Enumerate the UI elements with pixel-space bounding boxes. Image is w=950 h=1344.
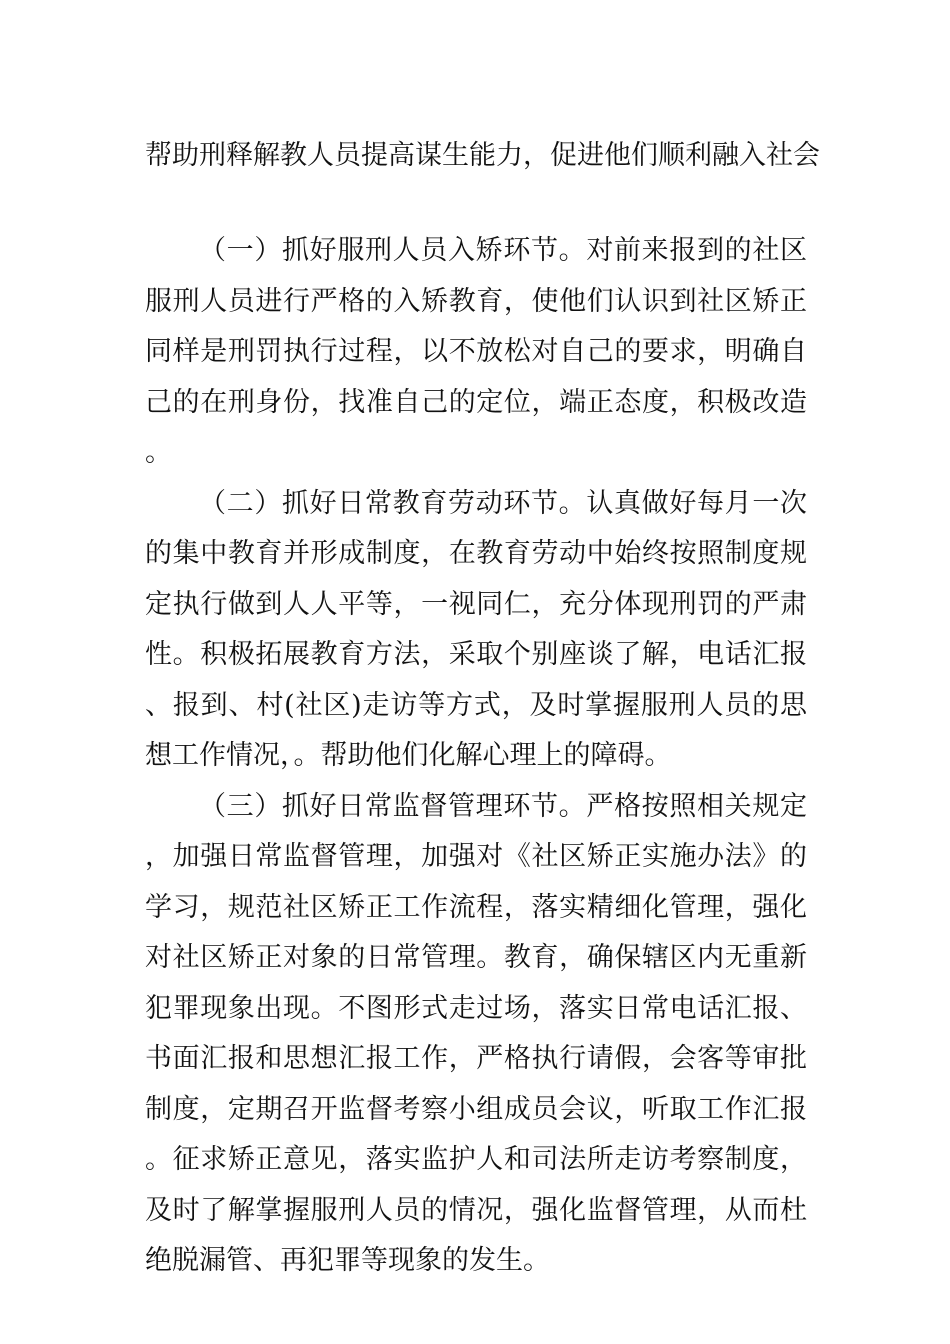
lead-line: 帮助刑释解教人员提高谋生能力，促进他们顺利融入社会	[145, 140, 820, 171]
paragraph-education-labor: （二）抓好日常教育劳动环节。认真做好每月一次的集中教育并形成制度，在教育劳动中始终按照制度规定执行做到人人平等，一视同仁，充分体现刑罚的严肃性。积极拓展教育方法，采取个别座谈了解，电话汇报、报到、村(社区)走访等方式，及时掌握服刑人员的思想工作情况，。帮助他们化解心理上的障碍。	[145, 487, 807, 771]
document-body	[145, 226, 807, 1287]
paragraph-supervision: （三）抓好日常监督管理环节。严格按照相关规定，加强日常监督管理，加强对《社区矫正实施办法》的学习，规范社区矫正工作流程，落实精细化管理，强化对社区矫正对象的日常管理。教育，确保辖区内无重新犯罪现象出现。不图形式走过场，落实日常电话汇报、书面汇报和思想汇报工作，严格执行请假，会客等审批制度，定期召开监督考察小组成员会议，听取工作汇报。征求矫正意见，落实监护人和司法所走访考察制度，及时了解掌握服刑人员的情况，强化监督管理，从而杜绝脱漏管、再犯罪等现象的发生。	[145, 790, 807, 1276]
paragraph-intake: （一）抓好服刑人员入矫环节。对前来报到的社区服刑人员进行严格的入矫教育，使他们认识到社区矫正同样是刑罚执行过程，以不放松对自己的要求，明确自己的在刑身份，找准自己的定位，端正态度，积极改造。	[145, 235, 807, 468]
